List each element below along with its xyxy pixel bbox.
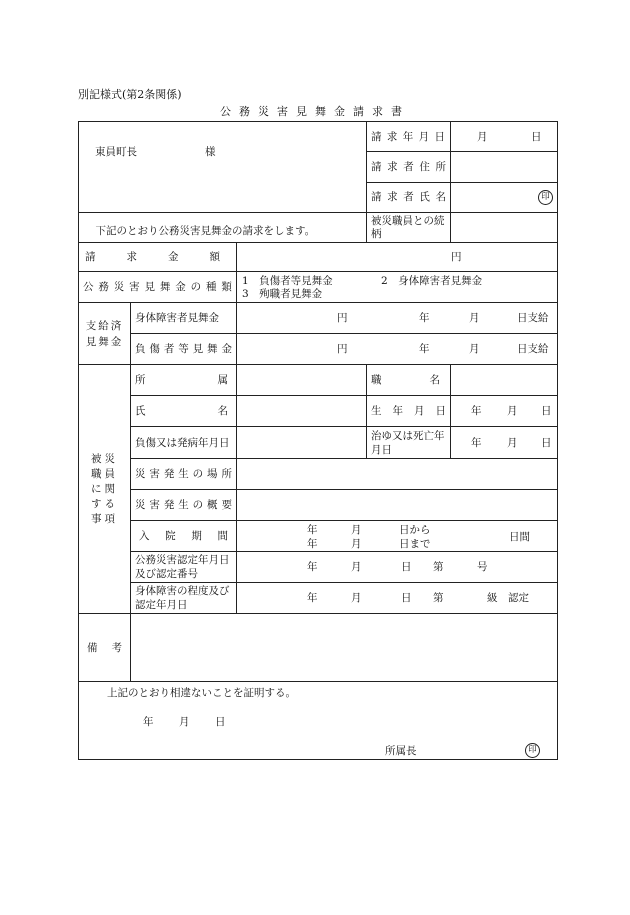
hospital-label: 入 院 期 間 (131, 521, 237, 552)
name-label: 氏 名 (131, 396, 237, 427)
certification-block (79, 682, 558, 760)
kind-option-3[interactable]: 3 殉職者見舞金 (242, 288, 323, 300)
paid-label: 支給済見舞金 (79, 303, 131, 365)
claimant-name-field[interactable] (451, 182, 558, 212)
injury-date-label: 負傷又は発病年月日 (131, 427, 237, 459)
paid-injury-label: 負 傷 者 等 見 舞 金 (131, 334, 237, 365)
certify-signer: 所属長 (385, 745, 417, 757)
request-date-field[interactable]: 月 日 (451, 122, 558, 152)
relation-field[interactable] (451, 213, 558, 243)
name-field[interactable] (237, 396, 367, 427)
hospital-field[interactable]: 年 月 日から 年 月 日まで 日間 (237, 521, 558, 552)
address-label: 請 求 者 住 所 (367, 152, 451, 182)
recovery-date-label: 治ゆ又は死亡年月日 (367, 427, 451, 459)
injury-date-field[interactable] (237, 427, 367, 459)
kind-option-2[interactable]: 2 身体障害者見舞金 (381, 275, 483, 287)
position-label: 職 名 (367, 365, 451, 396)
request-statement: 下記のとおり公務災害見舞金の請求をします。 (79, 213, 367, 243)
request-date-label: 請 求 年 月 日 (367, 122, 451, 152)
paid-disability-field[interactable]: 円 年 月 日支給 (237, 303, 558, 334)
employee-section-label: 被災職員に関する事項 (79, 365, 131, 614)
disability-label: 身体障害の程度及び認定年月日 (131, 583, 237, 614)
birth-label: 生 年 月 日 (367, 396, 451, 427)
remarks-label: 備 考 (79, 614, 131, 682)
place-label: 災 害 発 生 の 場 所 (131, 459, 237, 490)
address-field[interactable] (451, 152, 558, 182)
affiliation-label: 所 属 (131, 365, 237, 396)
kind-label: 公 務 災 害 見 舞 金 の 種 類 (79, 272, 237, 303)
kind-option-1[interactable]: 1 負傷者等見舞金 (242, 275, 333, 287)
paid-injury-field[interactable]: 円 年 月 日支給 (237, 334, 558, 365)
relation-label: 被災職員との続柄 (367, 213, 451, 243)
position-field[interactable] (451, 365, 558, 396)
form-reference: 別記様式(第2条関係) (78, 88, 182, 101)
birth-field[interactable]: 年 月 日 (451, 396, 558, 427)
place-field[interactable] (237, 459, 558, 490)
summary-label: 災 害 発 生 の 概 要 (131, 490, 237, 521)
cert-field[interactable]: 年 月 日 第 号 (237, 552, 558, 583)
affiliation-field[interactable] (237, 365, 367, 396)
claim-form-table (78, 121, 558, 760)
claimant-name-label: 請 求 者 氏 名 (367, 182, 451, 212)
addressee-name: 東員町長 (95, 146, 137, 158)
seal-icon: 印 (538, 190, 553, 205)
certify-text: 上記のとおり相違ないことを証明する。 (107, 687, 296, 699)
summary-field[interactable] (237, 490, 558, 521)
addressee-block (79, 122, 367, 213)
certify-day: 日 (215, 716, 226, 728)
certify-month: 月 (179, 716, 190, 728)
remarks-field[interactable] (131, 614, 558, 682)
addressee-sama: 様 (205, 146, 216, 158)
cert-label: 公務災害認定年月日及び認定番号 (131, 552, 237, 583)
paid-disability-label: 身体障害者見舞金 (131, 303, 237, 334)
certify-year: 年 (143, 716, 154, 728)
kind-options (237, 272, 558, 303)
amount-label: 請 求 金 額 (79, 243, 237, 272)
disability-field[interactable]: 年 月 日 第 級 認定 (237, 583, 558, 614)
form-title: 公務災害見舞金請求書 (220, 105, 410, 118)
recovery-date-field[interactable]: 年 月 日 (451, 427, 558, 459)
seal-icon: 印 (525, 743, 540, 758)
amount-field[interactable]: 円 (237, 243, 558, 272)
